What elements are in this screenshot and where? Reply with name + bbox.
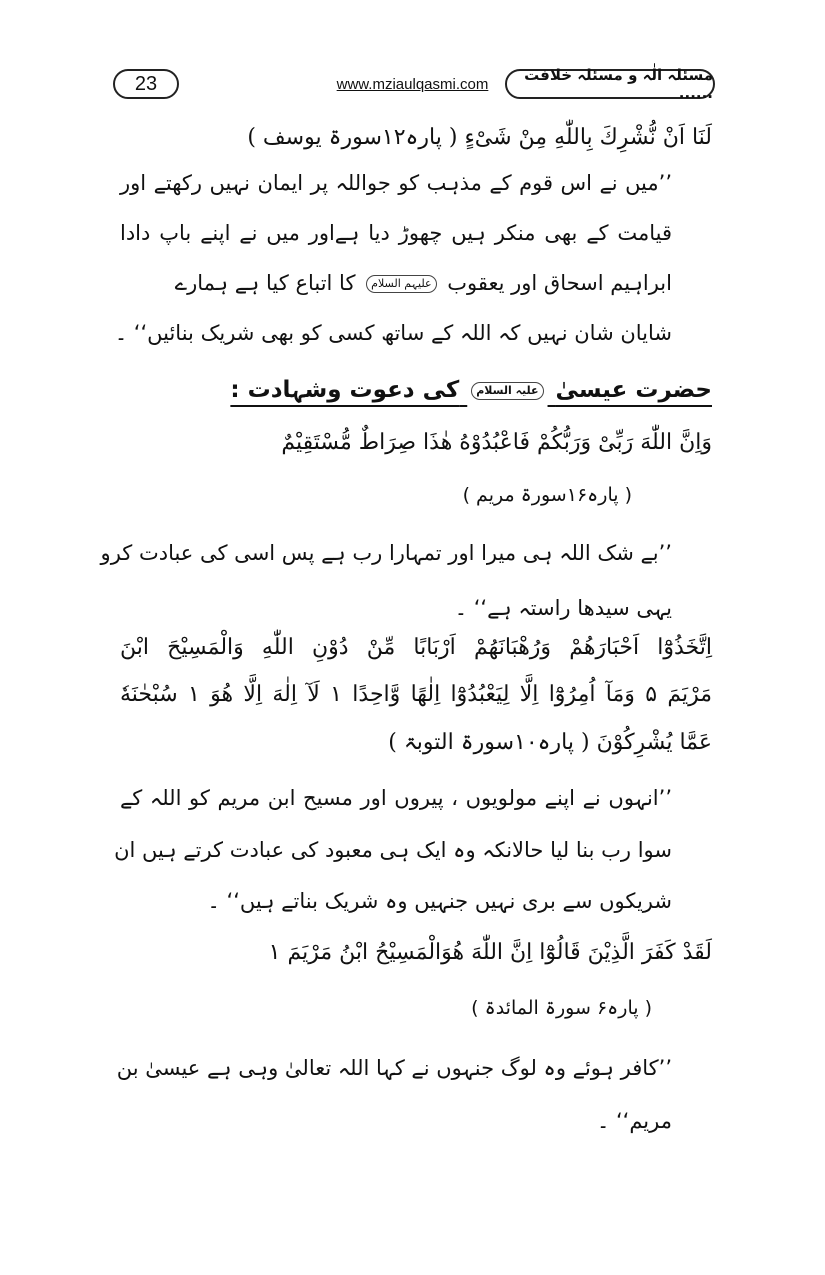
chapter-title: مسئلہ الٰہ و مسئلہ خلافت ...... bbox=[505, 69, 715, 99]
heading-text: کی دعوت وشہادت : bbox=[230, 377, 460, 403]
translation-line: سوا رب بنا لیا حالانکہ وہ ایک ہی معبود کی عبادت کرتے ہیں ان bbox=[114, 838, 672, 862]
translation-line: ’’میں نے اس قوم کے مذہب کو جواللہ پر ایمان نہیں رکھتے اور bbox=[120, 171, 672, 195]
surah-reference: ( پارہ۶ سورۃ المائدۃ ) bbox=[471, 997, 652, 1019]
translation-line bbox=[120, 263, 712, 303]
translation-line: ’’انہوں نے اپنے مولویوں ، پیروں اور مسیح ابن مریم کو اللہ کے bbox=[120, 786, 672, 810]
quran-verse-maryam: وَاِنَّ اللّٰهَ رَبِّیْ وَرَبُّكُمْ فَاعْبُدُوْهُ هٰذَا صِرَاطٌ مُّسْتَقِیْمٌ bbox=[281, 430, 712, 455]
salutation-calligraphy: علیہ السلام bbox=[471, 382, 543, 400]
translation-line: ’’بے شک اللہ ہی میرا اور تمہارا رب ہے پس اسی کی عبادت کرو bbox=[100, 541, 672, 565]
translation-text: ابراہیم اسحاق اور یعقوب bbox=[447, 271, 672, 295]
translation-line: یہی سیدھا راستہ ہے‘‘ ۔ bbox=[454, 596, 672, 620]
quran-verse-tawbah: اِتَّخَذُوْٓا اَحْبَارَهُمْ وَرُهْبَانَهُمْ اَرْبَابًا مِّنْ دُوْنِ اللّٰهِ وَالْمَسِیْحَ ابْنَ bbox=[120, 635, 712, 660]
quran-verse-yusuf: لَنَا اَنْ نُّشْرِكَ بِاللّٰهِ مِنْ شَیْءٍ ( پارہ۱۲سورۃ یوسف ) bbox=[247, 125, 712, 150]
page-number: 23 bbox=[113, 69, 179, 99]
website-link[interactable]: www.mziaulqasmi.com bbox=[336, 76, 489, 93]
translation-line: مریم‘‘ ۔ bbox=[597, 1109, 672, 1133]
quran-verse-tawbah: مَرْیَمَ ۵ وَمَآ اُمِرُوْٓا اِلَّا لِیَعْبُدُوْٓا اِلٰهًا وَّاحِدًا ۱ لَآ اِلٰهَ اِلَّا هُوَ ۱ سُبْحٰنَهٗ bbox=[120, 682, 713, 707]
salutation-calligraphy: علیہم السلام bbox=[366, 275, 436, 293]
translation-line: شایان شان نہیں کہ اللہ کے ساتھ کسی کو بھی شریک بنائیں‘‘ ۔ bbox=[114, 321, 672, 345]
heading-text: حضرت عیسیٰ bbox=[555, 377, 712, 403]
quran-verse-maidah: لَقَدْ كَفَرَ الَّذِیْنَ قَالُوْٓا اِنَّ اللّٰهَ هُوَالْمَسِیْحُ ابْنُ مَرْیَمَ ۱ bbox=[268, 940, 712, 965]
surah-reference: ( پارہ۱۶سورۃ مریم ) bbox=[462, 484, 632, 506]
translation-line: ’’کافر ہوئے وہ لوگ جنہوں نے کہا اللہ تعالیٰ وہی ہے عیسیٰ بن bbox=[116, 1056, 672, 1080]
translation-line: شریکوں سے بری نہیں جنہیں وہ شریک بناتے ہیں‘‘ ۔ bbox=[207, 889, 672, 913]
translation-text: کا اتباع کیا ہے ہمارے bbox=[174, 271, 356, 295]
section-heading bbox=[120, 370, 712, 410]
quran-verse-tawbah: عَمَّا یُشْرِكُوْنَ ( پارہ۱۰سورۃ التوبۃ ) bbox=[388, 730, 712, 755]
translation-line: قیامت کے بھی منکر ہیں چھوڑ دیا ہےاور میں نے اپنے باپ دادا bbox=[120, 221, 672, 245]
